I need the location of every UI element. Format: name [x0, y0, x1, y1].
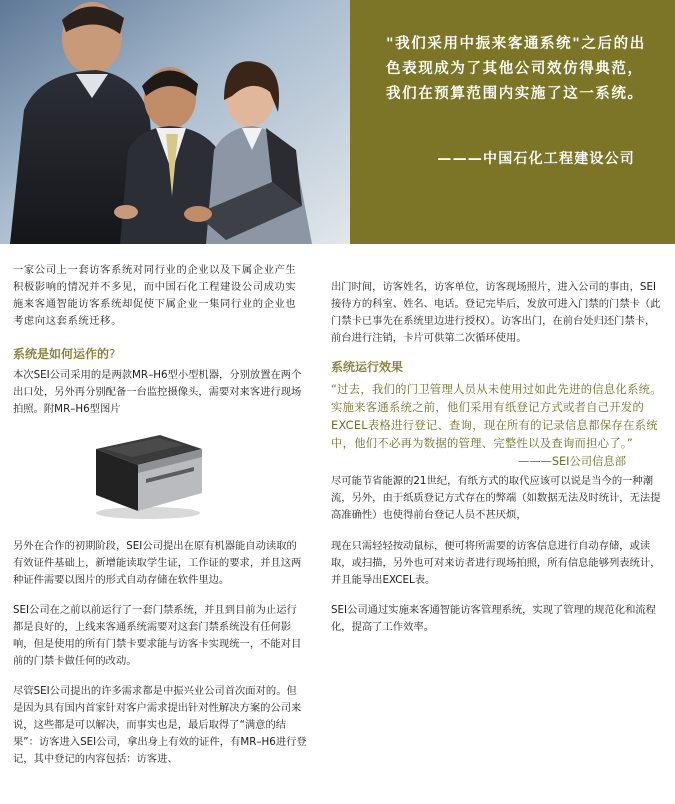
paragraph-requirements: 尽管SEI公司提出的许多需求都是中振兴业公司首次面对的。但是因为具有国内首家针对客户需求提出针对性解决方案的公司来说，这些都是可以解决，而事实也是，最后取得了“满意的结果”：访客进入SEI公司，拿出身上有效的证件，有MR–H6进行登记，其中登记的内容包括：访客进、	[13, 685, 307, 765]
paragraph-conclusion: SEI公司通过实施来客通智能访客管理系统，实现了管理的规范化和流程化，提高了工作效率。	[331, 604, 656, 633]
quote-attribution: ———中国石化工程建设公司	[437, 151, 635, 167]
mr-h6-device-image	[88, 427, 208, 521]
paragraph-registration-process: 出门时间，访客姓名，访客单位，访客现场照片，进入公司的事由，SEI接待方的科室、姓名、电话。登记完毕后，发放可进入门禁的门禁卡（此门禁卡已事先在系统里边进行授权）。访客出门，在前台处归还门禁卡，前台进行注销，卡片可供第二次循环使用。	[331, 281, 661, 344]
banner	[0, 0, 675, 244]
right-column	[331, 279, 662, 636]
business-people-photo	[0, 0, 350, 244]
highlight-quote: “过去，我们的门卫管理人员从未使用过如此先进的信息化系统。实施来客通系统之前，他们采用有纸登记方式或者自己开发的EXCEL表格进行登记、查询，现在所有的记录信息都保存在系统中，他们不必再为数据的管理、完整性以及查询而担心了。”	[331, 383, 662, 450]
paragraph-21st-century: 尽可能节省能源的21世纪，有纸方式的取代应该可以说是当今的一种潮流，另外，由于纸质登记方式存在的弊端（如数据无法及时统计，无法提高准确性）也使得前台登记人员不甚厌烦，	[331, 475, 661, 521]
business-people-illustration	[0, 0, 350, 244]
paragraph-mouse-click: 现在只需轻轻按动鼠标，便可将所需要的访客信息进行自动存储，或读取，或扫描，另外也可对来访者进行现场拍照，所有信息能够列表统计，并且能导出EXCEL表。	[331, 540, 661, 586]
quote-panel	[350, 0, 675, 244]
heading-question-mark: ?	[109, 347, 116, 361]
paragraph-access-control: SEI公司在之前以前运行了一套门禁系统，并且到目前为止运行都是良好的，上线来客通系统需要对这套门禁系统没有任何影响，但是使用的所有门禁卡要求能与访客卡实现统一，不能对目前的门禁卡做任何的改动。	[13, 604, 302, 667]
paragraph-devices: 本次SEI公司采用的是两款MR–H6型小型机器，分别放置在两个出口处，另外再分别配备一台监控摄像头，需要对来客进行现场拍照。附MR–H6型图片	[13, 369, 302, 415]
heading-text: 系统是如何运作的	[13, 347, 110, 361]
section-heading-how-it-works	[13, 346, 307, 362]
paragraph-early-stage: 另外在合作的初期阶段，SEI公司提出在原有机器能自动读取的有效证件基础上，新增能读取学生证，工作证的要求，并且这两种证件需要以图片的形式自动存储在软件里边。	[13, 540, 302, 586]
highlight-quote-attribution: ———SEI公司信息部	[517, 455, 626, 468]
intro-paragraph: 一家公司上一套访客系统对同行业的企业以及下属企业产生积极影响的情况并不多见，而中国石化工程建设公司成功实施来客通智能访客系统却促使下属企业一集同行业的企业也考虑向这套系统迁移。	[13, 264, 297, 327]
section-heading-results: 系统运行效果	[331, 360, 404, 374]
customer-quote: "我们采用中振来客通系统"之后的出色表现成为了其他公司效仿得典范，我们在预算范围内实施了这一系统。	[386, 36, 646, 102]
